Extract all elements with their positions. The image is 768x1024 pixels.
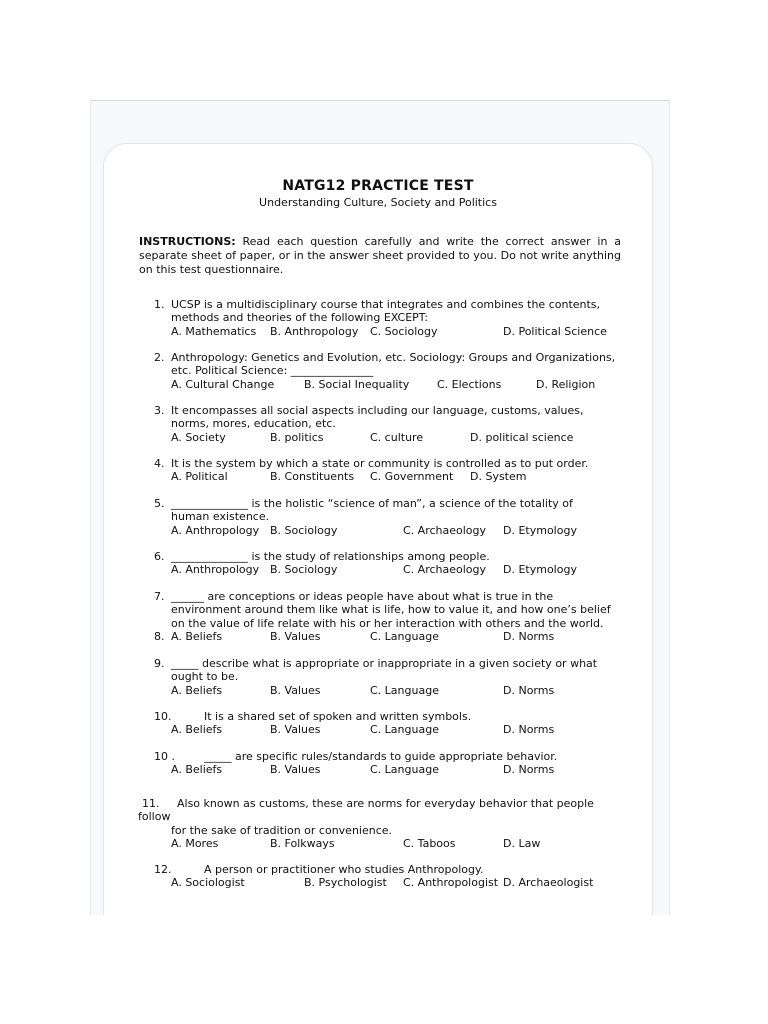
question-item: [104, 550, 652, 577]
question-text: ______________ is the study of relationships among people.: [171, 550, 490, 563]
instructions-label: INSTRUCTIONS:: [139, 235, 236, 248]
answer-option: D. Archaeologist: [503, 876, 594, 890]
question-text: It is a shared set of spoken and written symbols.: [204, 710, 472, 723]
question-line: [104, 670, 652, 683]
answer-options: [104, 325, 652, 338]
answer-option: B. Values: [270, 723, 321, 737]
answer-option: C. culture: [370, 430, 424, 444]
question-line: [104, 710, 652, 723]
question-number: 7.: [154, 590, 165, 603]
question-line: [104, 351, 652, 364]
answer-option: A. Mathematics: [171, 324, 257, 338]
question-item: [104, 351, 652, 391]
instructions: [139, 235, 621, 277]
question-line: [104, 824, 652, 837]
question-item: [104, 590, 652, 644]
test-title: NATG12 PRACTICE TEST: [282, 178, 474, 194]
answer-option: B. Anthropology: [270, 324, 359, 338]
question-line: [104, 404, 652, 417]
answer-option: A. Anthropology: [171, 523, 260, 537]
question-line: [104, 657, 652, 670]
question-text: A person or practitioner who studies Anthropology.: [204, 863, 484, 876]
answer-option: C. Elections: [437, 377, 502, 391]
answer-options: [104, 524, 652, 537]
answer-options: [104, 684, 652, 697]
question-number: 12.: [154, 863, 172, 876]
answer-option: D. System: [470, 470, 527, 484]
answer-option: A. Cultural Change: [171, 377, 275, 391]
answer-option: A. Society: [171, 430, 226, 444]
answer-option: B. Constituents: [270, 470, 355, 484]
answer-option: B. Social Inequality: [304, 377, 410, 391]
answer-option: D. Law: [503, 837, 541, 851]
answer-option: B. Folkways: [270, 837, 335, 851]
question-number: 10 .: [154, 750, 175, 763]
answer-option: C. Government: [370, 470, 454, 484]
question-number: 11.: [142, 797, 160, 810]
answer-option: C. Language: [370, 683, 439, 697]
answer-option: B. Values: [270, 763, 321, 777]
question-line: [104, 417, 652, 430]
answer-option: A. Beliefs: [171, 723, 223, 737]
question-text: follow: [138, 810, 171, 824]
answer-options: [104, 837, 652, 850]
answer-option: A. Beliefs: [171, 763, 223, 777]
answer-option: C. Language: [370, 723, 439, 737]
question-item: [104, 710, 652, 737]
question-number: 5.: [154, 497, 165, 510]
question-line: [104, 810, 652, 823]
question-line: [104, 550, 652, 563]
answer-option: A. Political: [171, 470, 228, 484]
question-text: ______________ is the holistic “science of man”, a science of the totality of: [171, 497, 573, 510]
question-text: UCSP is a multidisciplinary course that integrates and combines the contents,: [171, 298, 601, 311]
question-number: 2.: [154, 351, 165, 364]
answer-option: C. Taboos: [403, 837, 456, 851]
question-text: ought to be.: [171, 670, 239, 684]
question-number: 4.: [154, 457, 165, 470]
answer-option: D. Etymology: [503, 523, 577, 537]
answer-option: D. Norms: [503, 723, 555, 737]
question-line: [104, 510, 652, 523]
answer-option: D. Norms: [503, 683, 555, 697]
answer-options: [104, 876, 652, 889]
question-number: 3.: [154, 404, 165, 417]
answer-option: C. Archaeology: [403, 523, 487, 537]
question-number: 8.: [154, 630, 165, 644]
answer-option: C. Language: [370, 630, 439, 644]
question-line: [104, 298, 652, 311]
answer-options: [104, 378, 652, 391]
answer-option: B. Sociology: [270, 563, 338, 577]
answer-option: A. Sociologist: [171, 876, 245, 890]
question-text: etc. Political Science: _______________: [171, 364, 374, 378]
question-text: Anthropology: Genetics and Evolution, etc. Sociology: Groups and Organizations,: [171, 351, 616, 364]
question-item: [104, 750, 652, 777]
answer-option: B. politics: [270, 430, 324, 444]
answer-option: B. Values: [270, 630, 321, 644]
answer-option: D. Norms: [503, 630, 555, 644]
answer-option: C. Anthropologist: [403, 876, 499, 890]
question-number: 6.: [154, 550, 165, 563]
question-text: Also known as customs, these are norms for everyday behavior that people: [177, 797, 594, 810]
question-text: environment around them like what is life, how to value it, and how one’s belief: [171, 603, 611, 617]
answer-option: B. Values: [270, 683, 321, 697]
question-text: human existence.: [171, 510, 270, 524]
answer-options: [104, 563, 652, 576]
answer-option: C. Sociology: [370, 324, 438, 338]
document-viewer[interactable]: [90, 100, 670, 915]
question-line: [104, 617, 652, 630]
question-number: 10.: [154, 710, 172, 723]
question-text: _____ are specific rules/standards to guide appropriate behavior.: [204, 750, 558, 763]
answer-option: A. Beliefs: [171, 683, 223, 697]
question-text: norms, mores, education, etc.: [171, 417, 336, 431]
question-text: _____ describe what is appropriate or inappropriate in a given society or what: [171, 657, 598, 670]
question-line: [104, 497, 652, 510]
question-text: for the sake of tradition or convenience.: [171, 823, 393, 837]
question-item: [104, 497, 652, 537]
answer-option: C. Archaeology: [403, 563, 487, 577]
question-line: [104, 750, 652, 763]
question-line: [104, 590, 652, 603]
answer-option: D. Etymology: [503, 563, 577, 577]
answer-option: B. Psychologist: [304, 876, 387, 890]
document-page: [103, 143, 653, 915]
question-item: [104, 863, 652, 890]
answer-options: [104, 431, 652, 444]
answer-option: C. Language: [370, 763, 439, 777]
answer-options: [104, 763, 652, 776]
answer-option: A. Mores: [171, 837, 219, 851]
question-number: 1.: [154, 298, 165, 311]
answer-option: D. political science: [470, 430, 574, 444]
question-item: [104, 457, 652, 484]
question-item: [104, 298, 652, 338]
question-item: [104, 797, 652, 851]
answer-options: [104, 470, 652, 483]
answer-option: D. Religion: [536, 377, 596, 391]
answer-option: A. Anthropology: [171, 563, 260, 577]
answer-options: [104, 630, 652, 643]
answer-options: [104, 723, 652, 736]
question-line: [104, 603, 652, 616]
question-line: [104, 457, 652, 470]
question-line: [104, 863, 652, 876]
answer-option: B. Sociology: [270, 523, 338, 537]
question-line: [104, 311, 652, 324]
question-text: It is the system by which a state or community is controlled as to put order.: [171, 457, 589, 470]
question-item: [104, 657, 652, 697]
instructions-text: Read each question carefully and write the correct answer in a separate sheet of paper, or in the answer sheet provided to you. Do not write anything on this test questionnaire.: [139, 235, 621, 276]
answer-option: D. Political Science: [503, 324, 607, 338]
question-line: [104, 797, 652, 810]
question-item: [104, 404, 652, 444]
answer-option: A. Beliefs: [171, 630, 223, 644]
answer-option: D. Norms: [503, 763, 555, 777]
question-text: methods and theories of the following EXCEPT:: [171, 311, 429, 325]
question-number: 9.: [154, 657, 165, 670]
test-subtitle: Understanding Culture, Society and Politics: [259, 196, 497, 209]
question-text: ______ are conceptions or ideas people have about what is true in the: [171, 590, 554, 603]
question-line: [104, 364, 652, 377]
question-text: It encompasses all social aspects including our language, customs, values,: [171, 404, 584, 417]
question-text: on the value of life relate with his or her interaction with others and the world.: [171, 616, 604, 630]
